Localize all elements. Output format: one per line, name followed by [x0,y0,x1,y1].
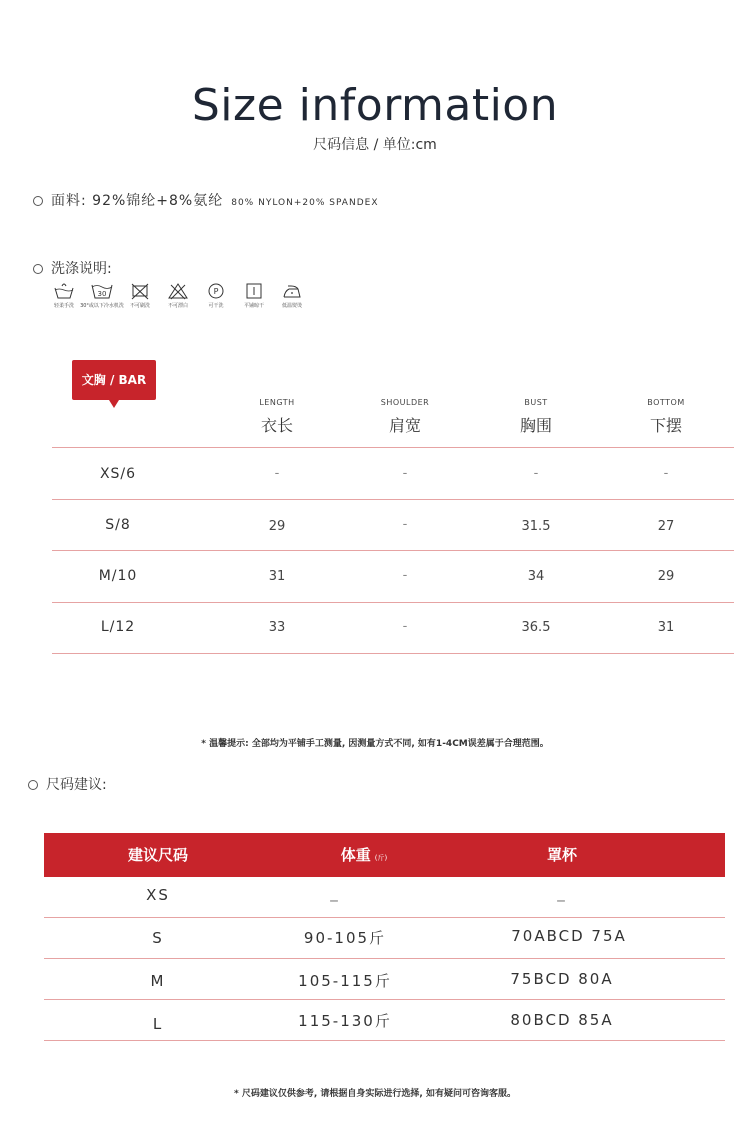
recommendation-header [44,833,725,877]
row-shoulder: - [402,466,408,481]
size-advice [28,774,107,794]
rec-size: L [152,1015,164,1033]
fabric-label-en: 80% NYLON+20% SPANDEX [231,198,379,208]
header-weight [299,833,429,880]
page-subtitle: 尺码信息 / 单位:cm [313,137,437,153]
row-bust: 34 [527,569,545,584]
wash-caption: 低温熨烫 [281,303,302,309]
table-divider [52,602,734,603]
rec-divider [44,958,725,959]
washing-label: 洗涤说明: [51,261,112,277]
bullet-circle-icon [33,196,43,206]
row-length: 29 [268,519,286,534]
table-divider [52,653,734,654]
rec-size: XS [146,886,170,904]
row-bottom: - [663,466,669,481]
rec-size: S [152,929,164,947]
wash-30-text: 30 [97,290,107,298]
flat-dry-item [240,282,268,309]
rec-divider [44,917,725,918]
wash-30-item [80,282,124,309]
washing-info [33,258,112,278]
rec-size: M [150,972,166,990]
advice-note: * 尺码建议仅供参考, 请根据自身实际进行选择, 如有疑问可咨询客服。 [234,1089,516,1099]
rec-weight: 105-115斤 [298,972,392,990]
col-length-zh: 衣长 [260,416,293,435]
no-bleach-item [164,282,192,309]
rec-weight: _ [330,884,340,902]
no-brush-item [126,282,154,309]
table-divider [52,447,734,448]
iron-low-icon [281,282,303,300]
bullet-circle-icon [33,264,43,274]
row-shoulder: - [402,568,408,583]
hand-wash-icon [53,282,75,300]
header-size: 建议尺码 [127,846,188,864]
table-divider [52,499,734,500]
col-bottom-en: BOTTOM [647,398,685,407]
col-bust-zh: 胸围 [519,416,552,435]
row-length: - [274,466,280,481]
rec-cup: 80BCD 85A [510,1011,614,1029]
table-divider [52,550,734,551]
no-brush-icon [129,282,151,300]
dry-clean-p-icon [205,282,227,300]
measurement-note: * 温馨提示: 全部均为平铺手工测量, 因测量方式不同, 如有1-4CM误差属于合理范围。 [201,739,549,749]
col-bottom [606,398,726,436]
col-shoulder-zh: 肩宽 [388,416,421,435]
row-size: S/8 [105,517,131,533]
flat-dry-icon [243,282,265,300]
row-size: L/12 [100,619,136,635]
dry-clean-item [202,282,230,309]
rec-divider [44,999,725,1000]
dry-clean-text: P [213,287,219,296]
wash-caption: 不可漂白 [167,303,188,309]
row-length: 33 [268,620,286,635]
rec-cup: 75BCD 80A [510,970,614,988]
rec-divider [44,1040,725,1041]
col-shoulder [345,398,465,436]
row-shoulder: - [402,619,408,634]
bar-tag: 文胸 / BAR [72,360,156,400]
row-bust: - [533,466,539,481]
col-bust [476,398,596,436]
col-shoulder-en: SHOULDER [380,398,430,407]
col-bust-en: BUST [524,398,548,407]
bullet-circle-icon [28,780,38,790]
size-advice-label: 尺码建议: [46,777,107,793]
rec-cup: _ [557,884,567,902]
header-weight-unit: (斤) [374,854,388,862]
no-bleach-icon [167,282,189,300]
row-size: M/10 [98,568,138,584]
fabric-info [33,190,378,210]
row-length: 31 [268,569,286,584]
col-length [217,398,337,436]
row-bust: 36.5 [521,620,551,635]
wash-caption: 可干洗 [208,303,224,309]
wash-30-icon [91,282,113,300]
wash-caption: 轻柔手洗 [53,303,74,309]
rec-cup: 70ABCD 75A [511,927,627,945]
row-bottom: 29 [657,569,675,584]
row-bottom: 31 [657,620,675,635]
col-length-en: LENGTH [259,398,295,407]
col-bottom-zh: 下摆 [649,416,682,435]
wash-caption: 30°或以下冷水机洗 [80,303,124,309]
row-bottom: 27 [657,519,675,534]
rec-weight: 90-105斤 [303,929,387,947]
page-title: Size information [191,80,559,131]
header-weight-label: 体重 [340,846,371,864]
row-shoulder: - [402,517,408,532]
row-bust: 31.5 [521,519,551,534]
fabric-label-zh: 面料: 92%锦纶+8%氨纶 [51,193,224,209]
rec-weight: 115-130斤 [298,1012,392,1030]
wash-caption: 不可刷洗 [129,303,150,309]
hand-wash-item [50,282,78,309]
row-size: XS/6 [99,466,137,482]
washing-icons [50,282,306,309]
iron-low-item [278,282,306,309]
header-cup: 罩杯 [546,846,577,864]
wash-caption: 平铺晾干 [243,303,264,309]
